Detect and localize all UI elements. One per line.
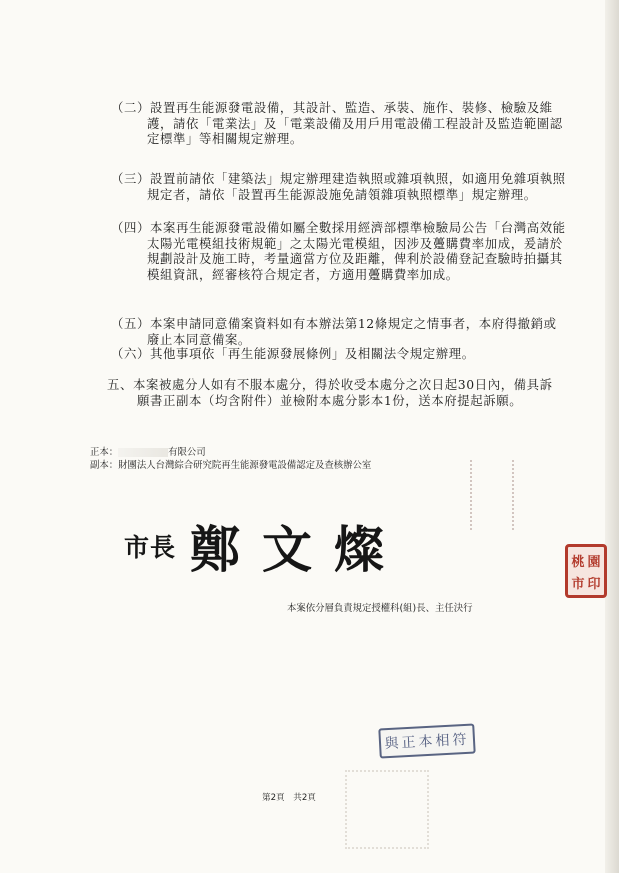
original-recipient — [90, 446, 206, 459]
seal-char: 桃 — [571, 554, 585, 570]
official-red-seal — [565, 544, 607, 598]
item-6: （六）其他事項依「再生能源發展條例」及相關法令規定辦理。 — [111, 346, 475, 361]
mayor-signature — [124, 510, 406, 582]
original-suffix: 有限公司 — [168, 447, 206, 458]
item-2: （二）設置再生能源發電設備，其設計、監造、承裝、施作、裝修、檢驗及維護，請依「電業法」及「電業設備及用戶用電設備工程設計及監造範圍認定標準」等相關規定辦理。 — [111, 100, 563, 147]
mayor-title: 市長 — [124, 533, 177, 562]
seal-char: 園 — [587, 554, 601, 570]
delegation-note: 本案依分層負責規定授權科(組)長、主任決行 — [287, 603, 473, 614]
item-5: （五）本案申請同意備案資料如有本辦法第12條規定之情事者，本府得撤銷或廢止本同意備案。 — [111, 316, 557, 347]
seal-char: 印 — [587, 576, 601, 592]
duplicate-label: 副本： — [90, 460, 119, 471]
page-edge-shadow — [605, 0, 619, 873]
page-number: 第2頁 共2頁 — [262, 793, 316, 803]
faint-bottom-seal — [345, 770, 429, 849]
seal-char: 市 — [571, 576, 585, 592]
item-3: （三）設置前請依「建築法」規定辦理建造執照或雜項執照，如適用免雜項執照規定者，請依「設置再生能源設施免請領雜項執照標準」規定辦理。 — [111, 171, 566, 202]
item-five-appeal: 五、本案被處分人如有不服本處分，得於收受本處分之次日起30日內，備具訴願書正副本（均含附件）並檢附本處分影本1份，送本府提起訴願。 — [107, 377, 553, 408]
mayor-name: 鄭文燦 — [190, 520, 407, 579]
redacted-name — [118, 448, 168, 457]
duplicate-recipient — [90, 459, 371, 472]
faint-seal-impression — [470, 460, 514, 530]
copy-conformity-stamp: 與正本相符 — [378, 724, 475, 759]
original-label: 正本： — [90, 447, 119, 458]
duplicate-recipient-name: 財團法人台灣綜合研究院再生能源發電設備認定及查核辦公室 — [118, 460, 372, 471]
item-4: （四）本案再生能源發電設備如屬全數採用經濟部標準檢驗局公告「台灣高效能太陽光電模組技術規範」之太陽光電模組，因涉及躉購費率加成，爰請於規劃設計及施工時，考量適當方位及距離，俾利於設備登記查驗時拍攝其模組資訊，經審核符合規定者，方適用躉購費率加成。 — [111, 220, 566, 282]
